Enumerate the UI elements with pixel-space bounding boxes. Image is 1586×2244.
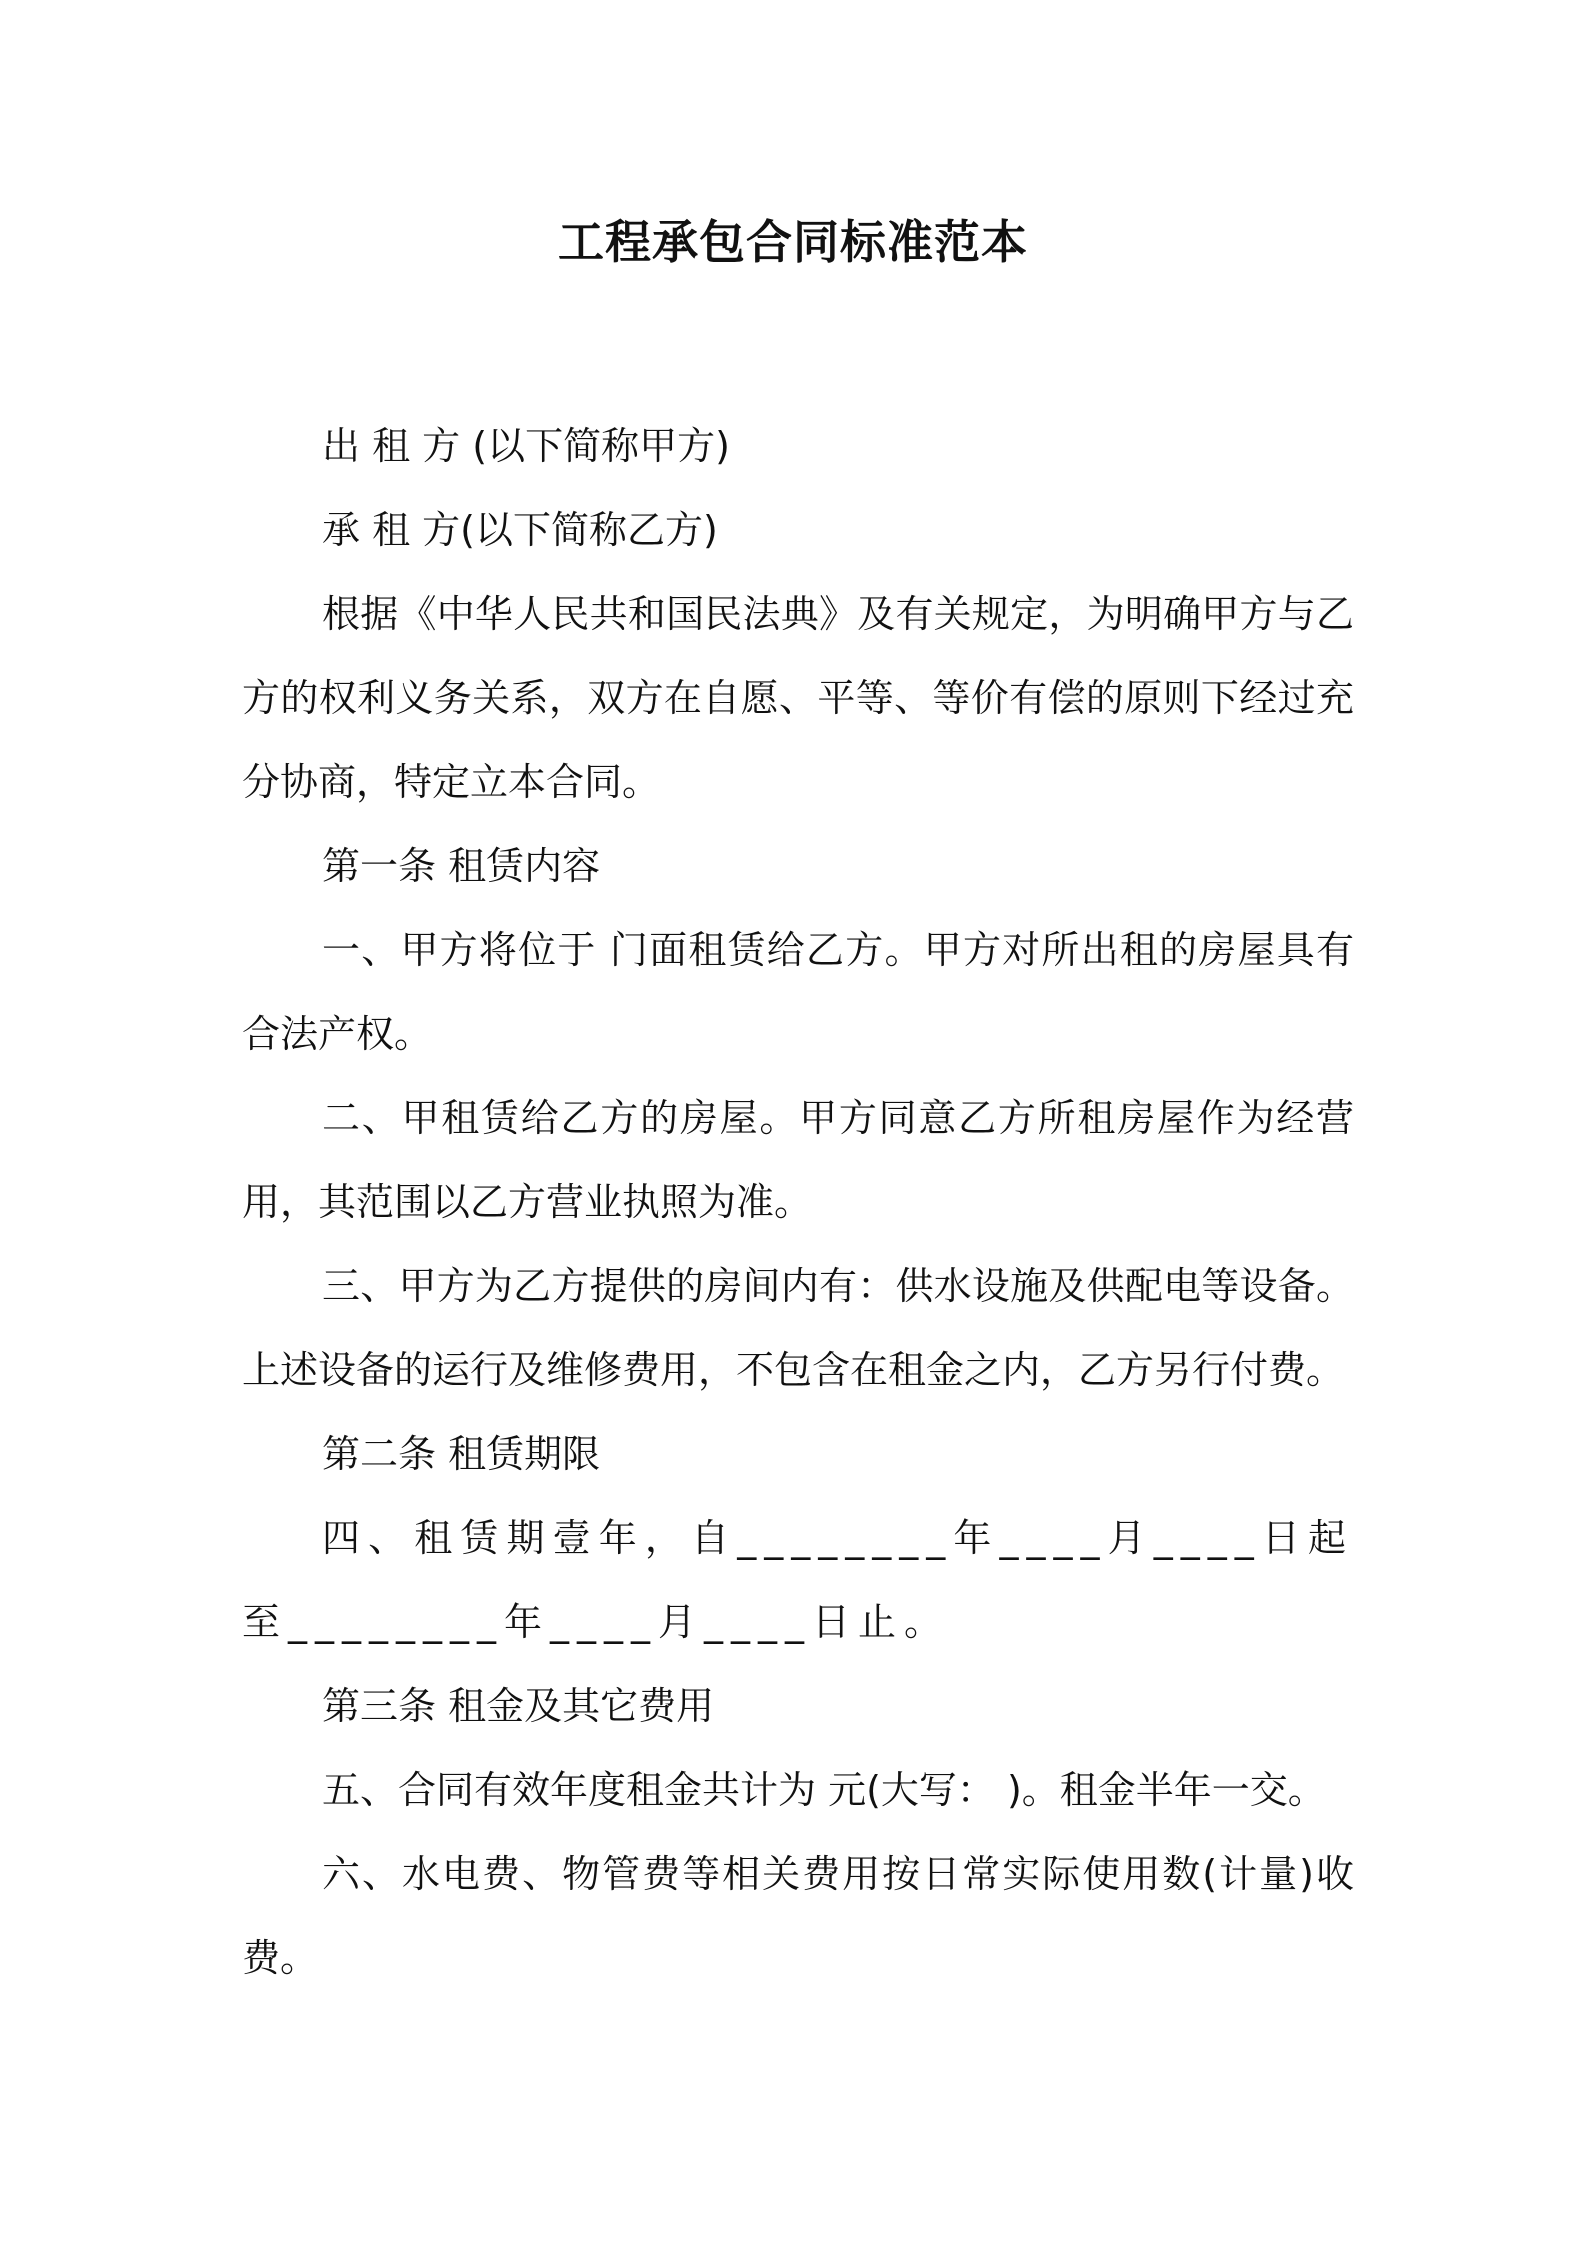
lessee-line: 承 租 方(以下简称乙方) [322,508,718,552]
clause-5-paragraph: 五、合同有效年度租金共计为 元(大写： )。租金半年一交。 [322,1768,1326,1812]
document-title: 工程承包合同标准范本 [558,215,1028,269]
article-2-heading: 第二条 租赁期限 [322,1432,601,1476]
clause-2-paragraph: 二、甲租赁给乙方的房屋。甲方同意乙方所租房屋作为经营用，其范围以乙方营业执照为准。 [242,1096,1354,1224]
lessor-line: 出 租 方 (以下简称甲方) [322,424,730,468]
clause-3-paragraph: 三、甲方为乙方提供的房间内有：供水设施及供配电等设备。上述设备的运行及维修费用，不包含在租金之内，乙方另行付费。 [242,1264,1354,1392]
clause-1-paragraph: 一、甲方将位于 门面租赁给乙方。甲方对所出租的房屋具有合法产权。 [242,928,1354,1056]
preamble-paragraph: 根据《中华人民共和国民法典》及有关规定，为明确甲方与乙方的权利义务关系，双方在自愿、平等、等价有偿的原则下经过充分协商，特定立本合同。 [242,592,1354,804]
article-1-heading: 第一条 租赁内容 [322,844,601,888]
clause-6-paragraph: 六、水电费、物管费等相关费用按日常实际使用数(计量)收费。 [242,1852,1354,1980]
document-body [242,404,1354,2000]
article-3-heading: 第三条 租金及其它费用 [322,1684,715,1728]
clause-4-paragraph: 四、租赁期壹年，自________年____月____日起至________年____月____日止。 [242,1516,1354,1644]
